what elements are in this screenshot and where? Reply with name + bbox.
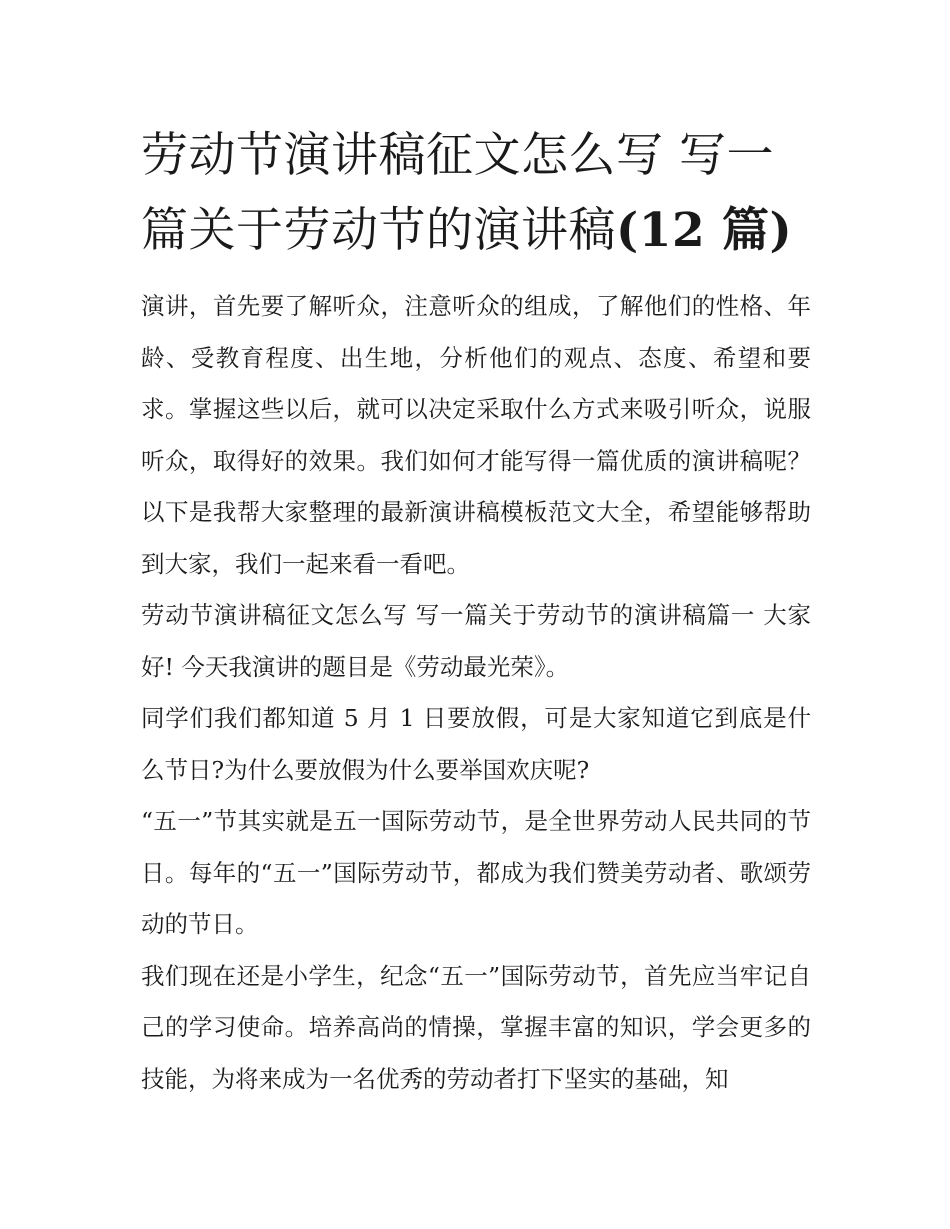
title-text: 劳动节演讲稿征文怎么写 写一篇关于劳动节的演讲稿 — [141, 128, 774, 258]
document-page — [141, 118, 811, 1105]
document-title — [141, 118, 811, 268]
paragraph-mission: 我们现在还是小学生，纪念“五一”国际劳动节，首先应当牢记自己的学习使命。培养高尚的情操，掌握丰富的知识，学会更多的技能，为将来成为一名优秀的劳动者打下坚实的基础，知 — [141, 961, 811, 1093]
paragraph-intro: 演讲，首先要了解听众，注意听众的组成，了解他们的性格、年龄、受教育程度、出生地，分析他们的观点、态度、希望和要求。掌握这些以后，就可以决定采取什么方式来吸引听众，说服听众，取得好的效果。我们如何才能写得一篇优质的演讲稿呢？以下是我帮大家整理的最新演讲稿模板范文大全，希望能够帮助到大家，我们一起来看一看吧。 — [141, 292, 811, 578]
paragraph-opening: 劳动节演讲稿征文怎么写 写一篇关于劳动节的演讲稿篇一 大家好! 今天我演讲的题目是《劳动最光荣》。 — [141, 601, 811, 681]
paragraph-question: 同学们我们都知道 5 月 1 日要放假，可是大家知道它到底是什么节日?为什么要放假为什么要举国欢庆呢? — [141, 704, 811, 784]
paragraph-festival: “五一”节其实就是五一国际劳动节，是全世界劳动人民共同的节日。每年的“五一”国际劳动节，都成为我们赞美劳动者、歌颂劳动的节日。 — [141, 807, 811, 938]
title-count: (12 篇) — [616, 203, 793, 258]
document-body — [141, 281, 811, 1105]
